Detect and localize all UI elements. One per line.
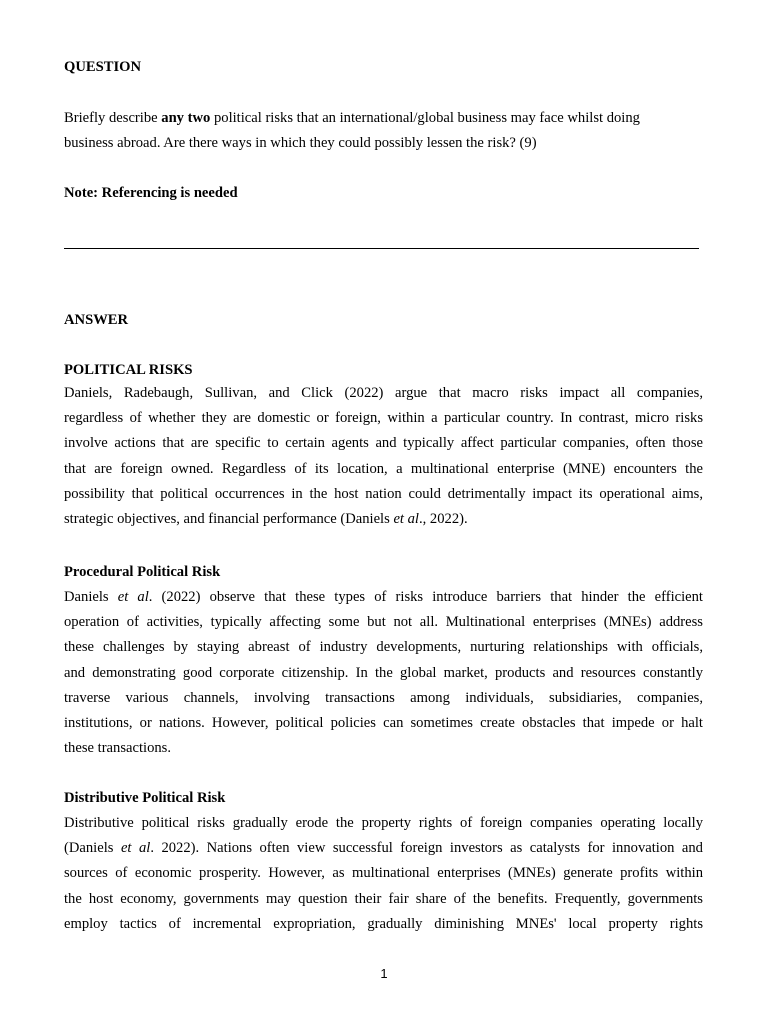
procedural-risk-heading: Procedural Political Risk	[64, 564, 221, 580]
paragraph-line: that are foreign owned. Regardless of its location, a multinational enterprise (MNE) encounters the	[64, 460, 703, 477]
paragraph-line: these challenges by staying abreast of industry developments, nurturing relationships with officials,	[64, 639, 703, 656]
paragraph-line: strategic objectives, and financial performance (Daniels et al., 2022).	[64, 510, 468, 527]
paragraph-line: institutions, or nations. However, political policies can sometimes create obstacles that impede or halt	[64, 714, 703, 731]
section-divider	[64, 248, 699, 249]
paragraph-line: Daniels et al. (2022) observe that these types of risks introduce barriers that hinder the efficient	[64, 589, 703, 605]
paragraph-line: Daniels, Radebaugh, Sullivan, and Click (2022) argue that macro risks impact all companies,	[64, 385, 703, 401]
paragraph-line: regardless of whether they are domestic or foreign, within a particular country. In contrast, micro risks	[64, 410, 703, 427]
paragraph-line: (Daniels et al. 2022). Nations often view successful foreign investors as catalysts for innovation and	[64, 840, 703, 857]
question-heading: QUESTION	[64, 59, 142, 75]
paragraph-line: Distributive political risks gradually erode the property rights of foreign companies operating locally	[64, 815, 703, 831]
political-risks-paragraph	[64, 381, 703, 532]
question-line-1: Briefly describe any two political risks that an international/global business may face whilst doing	[64, 110, 640, 126]
paragraph-line: these transactions.	[64, 740, 171, 757]
question-emphasis: any two	[161, 110, 211, 126]
distributive-risk-paragraph	[64, 811, 703, 937]
procedural-risk-paragraph	[64, 585, 703, 761]
paragraph-line: possibility that political occurrences in the host nation could detrimentally impact its operational aims,	[64, 485, 703, 502]
question-text	[64, 106, 703, 156]
page-number: 1	[380, 966, 388, 981]
answer-heading: ANSWER	[64, 312, 129, 328]
paragraph-line: operation of activities, typically affecting some but not all. Multinational enterprises (MNEs) address	[64, 614, 703, 631]
paragraph-line: involve actions that are specific to certain agents and typically affect particular companies, often those	[64, 435, 703, 452]
question-note: Note: Referencing is needed	[64, 185, 238, 201]
paragraph-line: employ tactics of incremental expropriation, gradually diminishing MNEs' local property rights	[64, 915, 703, 932]
paragraph-line: and demonstrating good corporate citizenship. In the global market, products and resources constantly	[64, 664, 703, 681]
paragraph-line: the host economy, governments may question their fair share of the benefits. Frequently, governments	[64, 890, 703, 907]
paragraph-line: traverse various channels, involving transactions among individuals, subsidiaries, companies,	[64, 689, 703, 706]
paragraph-line: sources of economic prosperity. However, as multinational enterprises (MNEs) generate profits within	[64, 865, 703, 882]
question-line-2: business abroad. Are there ways in which they could possibly lessen the risk? (9)	[64, 135, 537, 152]
distributive-risk-heading: Distributive Political Risk	[64, 790, 226, 806]
political-risks-heading: POLITICAL RISKS	[64, 362, 193, 378]
